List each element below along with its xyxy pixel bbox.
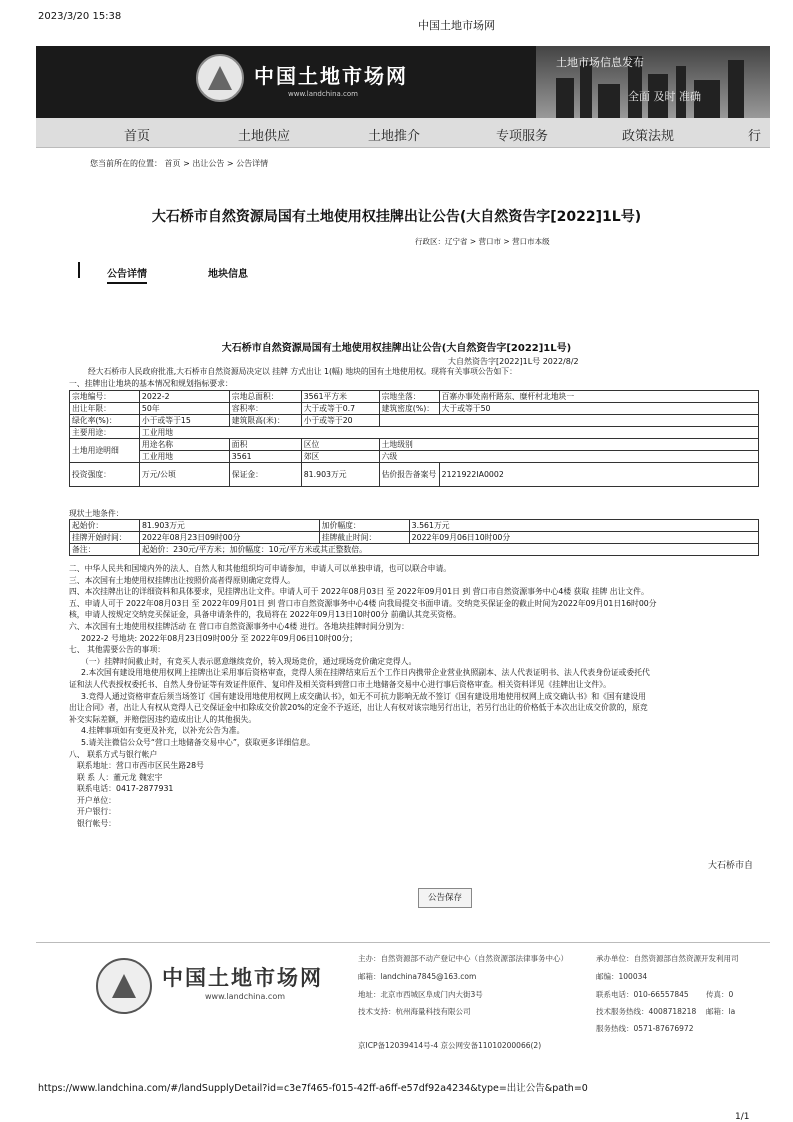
body-line: 2022-2 号地块: 2022年08月23日09时00分 至 2022年09月06日10时00分； [81, 633, 358, 643]
table-cell: 工业用地 [139, 427, 758, 439]
body-line: 开户单位： [77, 795, 116, 805]
footer-organizer: 承办单位：自然资源部自然资源开发利用司 [596, 954, 739, 963]
table-cell: 主要用途： [70, 427, 140, 439]
tab-announcement-detail[interactable]: 公告详情 [107, 265, 147, 284]
table-cell: 3561平方米 [301, 391, 379, 403]
page-number: 1/1 [735, 1112, 750, 1122]
nav-home[interactable]: 首页 [124, 129, 151, 144]
print-datetime: 2023/3/20 15:38 [38, 11, 122, 22]
nav-land-promotion[interactable]: 土地推介 [368, 129, 421, 144]
page-title: 大石桥市自然资源局国有土地使用权挂牌出让公告(大自然资告字[2022]1L号) [151, 209, 642, 225]
footer-site-name: 中国土地市场网 [162, 966, 323, 990]
table-cell: 大于或等于50 [439, 403, 758, 415]
body-line: 八、 联系方式与银行帐户 [69, 749, 158, 759]
table-cell: 面积 [229, 439, 301, 451]
table-cell: 宗地总面积： [229, 391, 301, 403]
footer-icp[interactable]: 京ICP备12039414号-4 京公网安备11010200066(2) [358, 1041, 542, 1050]
announcement-number: 大自然资告字[2022]1L号 2022/8/2 [448, 357, 579, 366]
table-row [70, 391, 759, 403]
body-line: （一）挂牌时间截止时，有竞买人表示愿意继续竞价，转入现场竞价，通过现场竞价确定竞得人。 [81, 656, 417, 666]
body-line: 二、中华人民共和国境内外的法人、自然人和其他组织均可申请参加，申请人可以单独申请，也可以联合申请。 [69, 564, 452, 573]
banner-subtitle: 全面 及时 准确 [628, 90, 701, 103]
table-cell: 区位 [301, 439, 379, 451]
body-line: 开户银行： [77, 807, 116, 817]
table-cell: 绿化率(%)： [70, 415, 140, 427]
banner-slogan: 土地市场信息发布 [556, 56, 644, 69]
table-cell: 工业用地 [139, 451, 229, 463]
table-cell [379, 415, 758, 427]
site-banner [36, 46, 770, 118]
table-cell: 估价报告备案号 [379, 463, 439, 487]
body-line: 联 系 人：董元龙 魏宏宇 [77, 772, 163, 782]
nav-land-supply[interactable]: 土地供应 [238, 129, 291, 144]
footer-service-line: 服务热线：0571-87676972 [596, 1024, 694, 1033]
table-cell: 郊区 [301, 451, 379, 463]
footer-phone: 联系电话：010-66557845 [596, 990, 689, 999]
table-cell: 宗地坐落： [379, 391, 439, 403]
table-cell: 宗地编号： [70, 391, 140, 403]
price-table [69, 519, 759, 556]
table-cell: 六级 [379, 451, 758, 463]
site-url: www.landchina.com [288, 90, 359, 98]
table-row [70, 427, 759, 439]
body-line: 5.请关注微信公众号“营口土地储备交易中心”，获取更多详细信息。 [81, 737, 315, 747]
section-heading: 一、挂牌出让地块的基本情况和规划指标要求： [69, 379, 233, 388]
nav-more[interactable]: 行 [748, 129, 762, 144]
table-cell: 加价幅度： [319, 520, 409, 532]
footer-site-url: www.landchina.com [205, 992, 286, 1001]
table-cell: 土地级别 [379, 439, 758, 451]
announcement-body [69, 563, 759, 830]
table-cell: 起始价：230元/平方米；加价幅度：10元/平方米或其正整数倍。 [139, 544, 758, 556]
tab-parcel-info[interactable]: 地块信息 [208, 269, 248, 280]
nav-special-service[interactable]: 专项服务 [496, 129, 549, 144]
main-nav [36, 118, 770, 148]
table-cell: 挂牌开始时间： [70, 532, 140, 544]
parcel-table [69, 390, 759, 487]
table-cell: 备注： [70, 544, 140, 556]
table-cell: 2121922IA0002 [439, 463, 758, 487]
announcement-intro: 经大石桥市人民政府批准,大石桥市自然资源局决定以 挂牌 方式出让 1(幅) 地块的国有土地使用权。现将有关事项公告如下： [88, 367, 517, 376]
footer-logo-icon [96, 958, 152, 1014]
table-cell: 3.561万元 [409, 520, 758, 532]
site-logo-icon[interactable] [196, 54, 244, 102]
footer-email-2: 邮箱：la [706, 1007, 736, 1016]
footer-divider [36, 942, 770, 943]
table-row [70, 439, 759, 451]
table-cell: 起始价： [70, 520, 140, 532]
print-site-title: 中国土地市场网 [418, 19, 495, 32]
footer-postcode: 邮编：100034 [596, 972, 648, 981]
table-cell: 容积率： [229, 403, 301, 415]
table-cell: 建筑密度(%)： [379, 403, 439, 415]
body-line: 银行帐号： [77, 819, 116, 829]
body-line: 五、申请人可于 2022年08月03日 至 2022年09月01日 到 营口市自然资源事务中心4楼 向我局提交书面申请。交纳竞买保证金的截止时间为2022年09月01日16时00分 [69, 598, 657, 608]
body-line: 证和法人代表授权委托书、自然人身份证等有效证件原件、复印件及相关资料到营口市土地储备交易中心进行事后资格审查。相关资料详见《挂牌出让文件》。 [69, 679, 611, 689]
table-cell: 2022-2 [139, 391, 229, 403]
issuer-signature: 大石桥市自 [708, 861, 754, 871]
table-row [70, 415, 759, 427]
site-name[interactable]: 中国土地市场网 [254, 64, 408, 88]
table-cell: 万元/公顷 [139, 463, 229, 487]
body-line: 三、本次国有土地使用权挂牌出让按照价高者得原则确定竞得人。 [69, 575, 296, 585]
region-path: 行政区：辽宁省 > 营口市 > 营口市本级 [415, 237, 550, 246]
body-line: 3.竞得人通过资格审查后须当场签订《国有建设用地使用权网上成交确认书》，如无不可抗力影响无故不签订《国有建设用地使用权网上成交确认书》和《国有建设用 [81, 691, 646, 701]
footer-address: 地址：北京市西城区阜成门内大街3号 [358, 990, 483, 999]
table-cell: 大于或等于0.7 [301, 403, 379, 415]
table-cell: 用途名称 [139, 439, 229, 451]
table-row [70, 532, 759, 544]
tab-indicator [78, 262, 80, 278]
table-cell: 保证金： [229, 463, 301, 487]
body-line: 四、本次挂牌出让的详细资料和具体要求，见挂牌出让文件。申请人可于 2022年08月03日 至 2022年09月01日 到 营口市自然资源事务中心4楼 获取 挂牌 出让文件。 [69, 587, 649, 597]
footer-fax: 传真：0 [706, 990, 734, 999]
table-cell: 小于或等于15 [139, 415, 229, 427]
table-row [70, 451, 759, 463]
breadcrumb[interactable]: 您当前所在的位置： 首页 > 出让公告 > 公告详情 [90, 159, 269, 168]
body-line: 联系地址：营口市西市区民生路28号 [77, 761, 204, 771]
body-line: 七、 其他需要公告的事项： [69, 645, 166, 655]
table-cell: 百寨办事处南杆路东、糜杆村北地块一 [439, 391, 758, 403]
body-line: 联系电话：0417-2877931 [77, 784, 174, 794]
table-row [70, 463, 759, 487]
table-cell: 土地用途明细 [70, 439, 140, 463]
table-cell: 挂牌截止时间： [319, 532, 409, 544]
table-cell: 3561 [229, 451, 301, 463]
footer-hotline: 技术服务热线：4008718218 [596, 1007, 697, 1016]
print-url: https://www.landchina.com/#/landSupplyDetail?id=c3e7f465-f015-42ff-a6ff-e57df92a4234&type=出让公告&path=0 [38, 1083, 588, 1094]
table-cell: 81.903万元 [301, 463, 379, 487]
body-line: 核，申请人按规定交纳竞买保证金，具备申请条件的，我局将在 2022年09月13日10时00分 前确认其竞买资格。 [69, 610, 461, 620]
table-row [70, 544, 759, 556]
table-row [70, 403, 759, 415]
body-line: 出让合同》者，出让人有权从竞得人已交保证金中扣除成交价款20%的定金不予返还，出让人有权对该宗地另行出让，若另行出让的价格低于本次出让成交价款的，原竞 [69, 703, 648, 713]
table-cell: 出让年限： [70, 403, 140, 415]
table-cell: 投资强度： [70, 463, 140, 487]
footer-email[interactable]: 邮箱：landchina7845@163.com [358, 972, 477, 981]
table-cell: 81.903万元 [139, 520, 319, 532]
table-cell: 小于或等于20 [301, 415, 379, 427]
body-line: 补交实际差额，并赔偿因违约造成出让人的其他损失。 [69, 714, 257, 724]
footer-host: 主办：自然资源部不动产登记中心（自然资源部法律事务中心） [358, 954, 568, 963]
nav-policy[interactable]: 政策法规 [622, 129, 675, 144]
body-line: 2.本次国有建设用地使用权网上挂牌出让采用事后资格审查，竞得人须在挂牌结束后五个工作日内携带企业营业执照副本、法人代表证明书、法人代表身份证或委托代 [81, 668, 650, 678]
table-cell: 50年 [139, 403, 229, 415]
body-line: 六、本次国有土地使用权挂牌活动 在 营口市自然资源事务中心4楼 进行。各地块挂牌时间分别为： [69, 621, 409, 631]
body-line: 4.挂牌事项如有变更及补充，以补充公告为准。 [81, 726, 245, 736]
table-cell: 建筑限高(米)： [229, 415, 301, 427]
save-announcement-button[interactable]: 公告保存 [418, 888, 472, 908]
table-cell: 2022年09月06日10时00分 [409, 532, 758, 544]
announcement-title: 大石桥市自然资源局国有土地使用权挂牌出让公告(大自然资告字[2022]1L号) [221, 343, 572, 354]
table-cell: 2022年08月23日09时00分 [139, 532, 319, 544]
table-row [70, 520, 759, 532]
current-land-condition: 现状土地条件： [69, 509, 124, 518]
footer-tech-support: 技术支持：杭州海量科技有限公司 [358, 1007, 471, 1016]
